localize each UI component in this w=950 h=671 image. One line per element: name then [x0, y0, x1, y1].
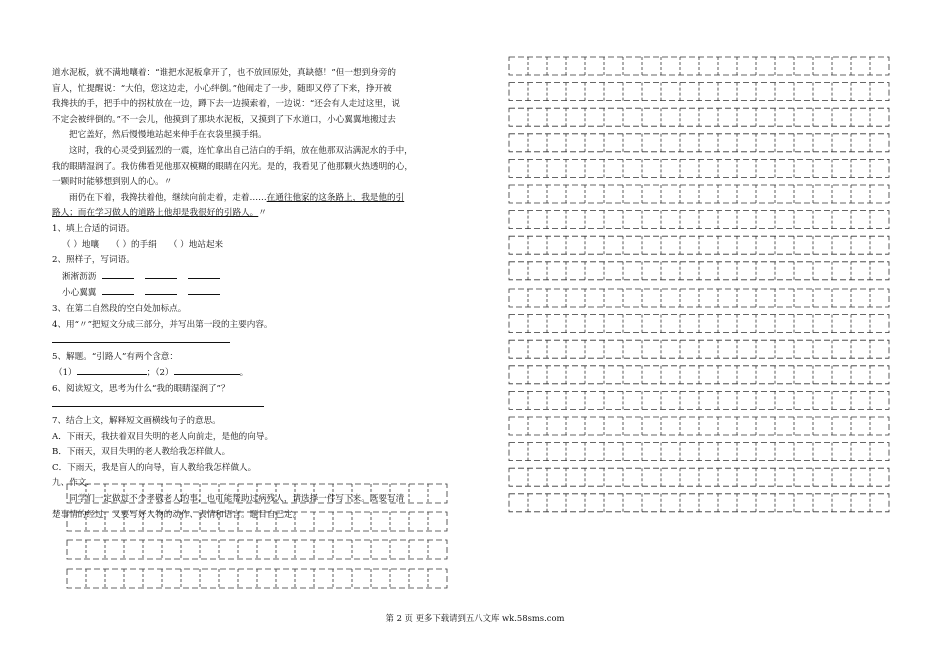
passage-line: 道水泥板，就不满地嚷着：“谁把水泥板拿开了，也不放回原处，真缺德！”但一想到身旁的	[52, 68, 396, 78]
grid-row[interactable]	[509, 289, 889, 307]
grid-row[interactable]	[509, 417, 889, 435]
question-5-answers: （1） ；（2） 。	[52, 365, 472, 382]
question-5: 5、解题。“引路人”有两个含意：	[52, 351, 178, 362]
question-3: 3、在第二自然段的空白处加标点。	[52, 303, 187, 314]
answer-blank[interactable]	[145, 285, 177, 295]
underlined-sentence-cont: 路人；而在学习做人的道路上他却是我很好的引路人。	[52, 208, 259, 219]
question-7: 7、结合上文，解释短文画横线句子的意思。	[52, 416, 221, 427]
question-2: 2、照样子，写词语。	[52, 255, 135, 266]
passage-line: 把它盖好，然后慢慢地站起来伸手在衣袋里摸手绢。	[69, 130, 267, 141]
composition-grid-right[interactable]	[508, 56, 890, 540]
answer-blank[interactable]	[188, 269, 220, 279]
grid-row[interactable]	[67, 569, 447, 588]
option-c: C．下雨天，我是盲人的向导，盲人教给我怎样做人。	[52, 462, 257, 473]
passage-line: 盲人，忙提醒说：“大伯，您这边走，小心绊倒。”他闹走了一步，随即又停了下来，挣开被	[52, 83, 392, 94]
answer-blank[interactable]	[102, 285, 134, 295]
grid-row[interactable]	[509, 134, 889, 152]
passage-line: 我的眼睛湿润了。我仿佛看见他那双模糊的眼睛在闪光。是的，我看见了他那颗火热透明的心，	[52, 161, 413, 172]
reading-section	[52, 66, 472, 523]
section-mark: 〃	[258, 208, 267, 219]
answer-blank[interactable]	[145, 269, 177, 279]
answer-blank[interactable]	[188, 285, 220, 295]
grid-row[interactable]	[509, 443, 889, 461]
composition-grid-left[interactable]	[66, 483, 448, 591]
passage-line: 这时，我的心灵受到猛烈的一震，连忙拿出自己洁白的手绢，放在他那双沾满泥水的手中，	[69, 145, 413, 156]
answer-blank[interactable]	[77, 365, 147, 375]
question-1: 1、填上合适的词语。	[52, 223, 135, 234]
last-paragraph	[52, 191, 472, 207]
grid-row[interactable]	[509, 211, 889, 229]
grid-row[interactable]	[509, 236, 889, 254]
grid-row[interactable]	[509, 185, 889, 203]
option-a: A．下雨天，我扶着双目失明的老人向前走，是他的向导。	[52, 431, 274, 442]
answer-line[interactable]	[52, 397, 264, 407]
answer-line[interactable]	[52, 333, 230, 343]
last-paragraph-cont	[52, 206, 472, 222]
grid-row[interactable]	[509, 315, 889, 333]
question-4-answer-line	[52, 333, 472, 350]
grid-row[interactable]	[509, 366, 889, 384]
underlined-sentence: 在通往他家的这条路上，我是他的引	[266, 192, 405, 203]
grid-row[interactable]	[509, 262, 889, 280]
question-6: 6、阅读短文，思考为什么“我的眼睛湿润了”？	[52, 383, 230, 394]
question-6-answer-line	[52, 397, 472, 414]
last-paragraph-plain: 雨仍在下着，我搀扶着他，继续向前走着，走着……	[69, 192, 267, 203]
grid-row[interactable]	[509, 57, 889, 75]
option-b: B．下雨天，双目失明的老人教给我怎样做人。	[52, 447, 231, 458]
passage-line: 不定会被绊倒的。”不一会儿，他摸到了那块水泥板，又摸到了下水道口，小心翼翼地搬过去	[52, 114, 396, 125]
question-2-example-1: 淅淅沥沥	[52, 269, 472, 286]
passage-line: 一颗时时能够想到别人的心。〃	[52, 177, 173, 188]
grid-row[interactable]	[509, 391, 889, 409]
composition-prompt-cont: 楚事情的经过，又要写好人物的动作、表情和语言。题目自己定。	[52, 509, 302, 520]
grid-row[interactable]	[509, 83, 889, 101]
passage-line: 我搀扶的手，把手中的拐杖放在一边，蹲下去一边摸索着，一边说：“还会有人走过这里，说	[52, 99, 401, 110]
question-2-example-2: 小心翼翼	[52, 285, 472, 302]
answer-blank[interactable]	[102, 269, 134, 279]
grid-row[interactable]	[509, 494, 889, 512]
grid-row[interactable]	[67, 540, 447, 559]
grid-row[interactable]	[67, 512, 447, 531]
question-1-items: （ ）地嚷 （ ）的手绢 （ ）地站起来	[62, 239, 224, 250]
page-footer: 第 2 页 更多下载请到五八文库 wk.58sms.com	[385, 613, 565, 623]
grid-row[interactable]	[67, 484, 447, 503]
grid-row[interactable]	[509, 108, 889, 126]
grid-row[interactable]	[509, 340, 889, 358]
question-4: 4、用“〃”把短文分成三部分，并写出第一段的主要内容。	[52, 319, 273, 330]
composition-prompt: 同学们一定做过不少孝敬老人的事，也可能帮助过病残人，请选择一件写下来。既要写清	[69, 494, 405, 505]
answer-blank[interactable]	[174, 365, 240, 375]
grid-row[interactable]	[509, 159, 889, 177]
section-9-title: 九、作文.	[52, 478, 90, 489]
grid-row[interactable]	[509, 468, 889, 486]
